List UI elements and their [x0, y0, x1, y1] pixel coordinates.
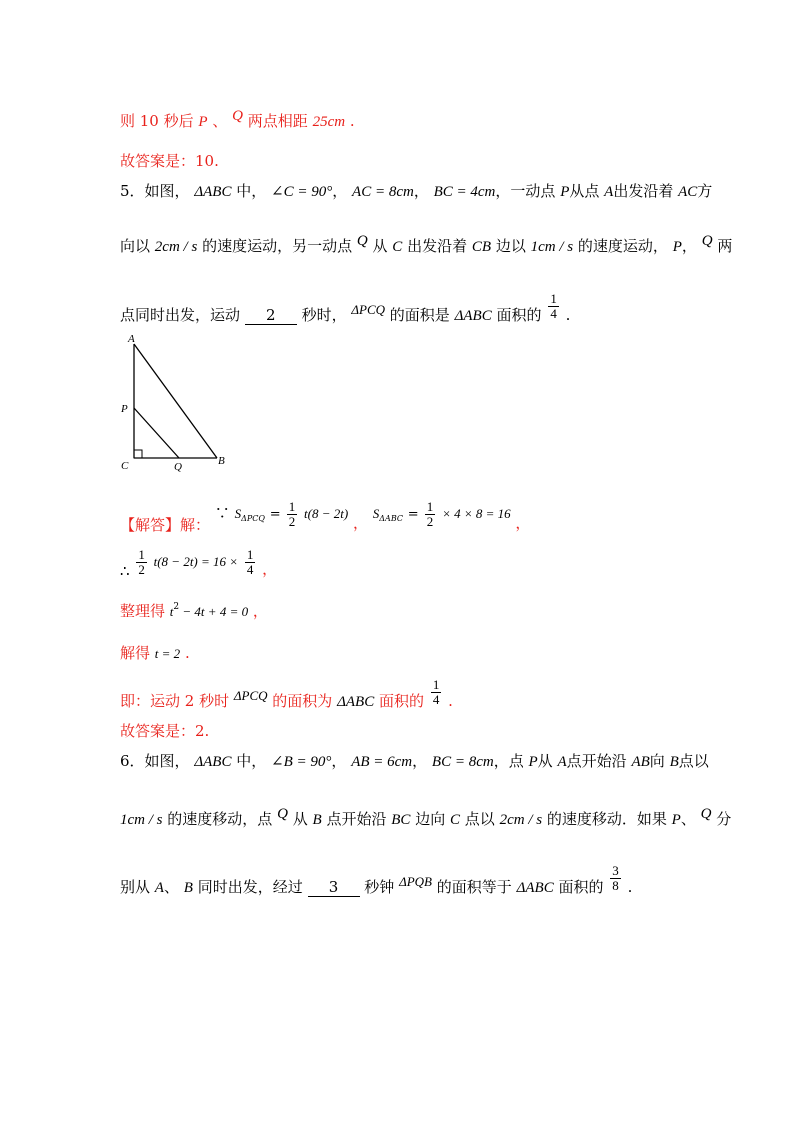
fraction: $\frac{1}{2}$	[426, 499, 434, 529]
fraction: $\frac{1}{2}$	[138, 547, 145, 577]
question-6-line-1: 6．如图， ΔABC 中， ∠B = 90°， AB = 6cm， BC = 8cm，点 P从 A点开始沿 AB向 B点以	[120, 752, 709, 770]
question-6-line-3: 别从 A、 B 同时出发，经过 3 秒钟 ΔPQB 的面积等于 ΔABC 面积的 $\frac{3}{8}$ .	[120, 863, 633, 897]
question-5-line-3: 点同时出发，运动 2 秒时， ΔPCQ 的面积是 ΔABC 面积的 $\frac{1}{4}$ .	[120, 291, 571, 325]
answer-line: 故答案是：2.	[120, 722, 210, 740]
solution-line-1: 【解答】解： ∵ $S_{\Delta PCQ}$ = $\frac{1}{2}$ t(8 − 2t) ， $S_{\Delta ABC}$ = $\frac{1}{2}$ × 4 × 8 = 16 ，	[120, 499, 531, 535]
fraction: $\frac{3}{8}$	[612, 863, 619, 893]
triangle-figure	[112, 332, 232, 472]
answer-blank: 2	[245, 306, 297, 325]
question-5-line-2: 向以 2cm / s 的速度运动，另一动点 Q 从 C 出发沿着 CB 边以 1cm / s 的速度运动， P， Q 两	[120, 233, 733, 255]
answer-blank: 3	[308, 878, 360, 897]
right-angle-mark	[134, 450, 142, 458]
label-a: A	[128, 333, 135, 345]
fraction: $\frac{1}{4}$	[246, 547, 254, 577]
side-ab	[134, 344, 217, 458]
label-p: P	[121, 403, 128, 415]
solution-label: 【解答】解：	[120, 516, 211, 535]
question-6-line-2: 1cm / s 的速度移动，点 Q 从 B 点开始沿 BC 边向 C 点以 2cm / s 的速度移动．如果 P、 Q 分	[120, 806, 732, 828]
answer-line: 故答案是：10.	[120, 152, 219, 170]
fraction: $\frac{1}{2}$	[288, 499, 296, 529]
question-5-line-1: 5．如图， ΔABC 中， ∠C = 90°， AC = 8cm， BC = 4cm，一动点 P从点 A出发沿着 AC方	[120, 182, 713, 200]
fraction: $\frac{1}{4}$	[550, 291, 557, 321]
label-c: C	[121, 460, 129, 472]
solution-line-2: ∴ $\frac{1}{2}$ t(8 − 2t) = 16 × $\frac{1}{4}$ ，	[120, 547, 278, 581]
text-line: 则 10 秒后 P 、 Q 两点相距 25cm .	[120, 108, 355, 130]
fraction: $\frac{1}{4}$	[432, 677, 440, 707]
solution-line-3: 整理得 $t^2 - 4t + 4 = 0$ ，	[120, 602, 268, 620]
label-q: Q	[174, 461, 182, 472]
label-b: B	[218, 455, 225, 467]
solution-line-4: 解得 t = 2 .	[120, 644, 190, 662]
solution-conclusion: 即：运动 2 秒时 ΔPCQ 的面积为 ΔABC 面积的 $\frac{1}{4}$ .	[120, 677, 453, 711]
